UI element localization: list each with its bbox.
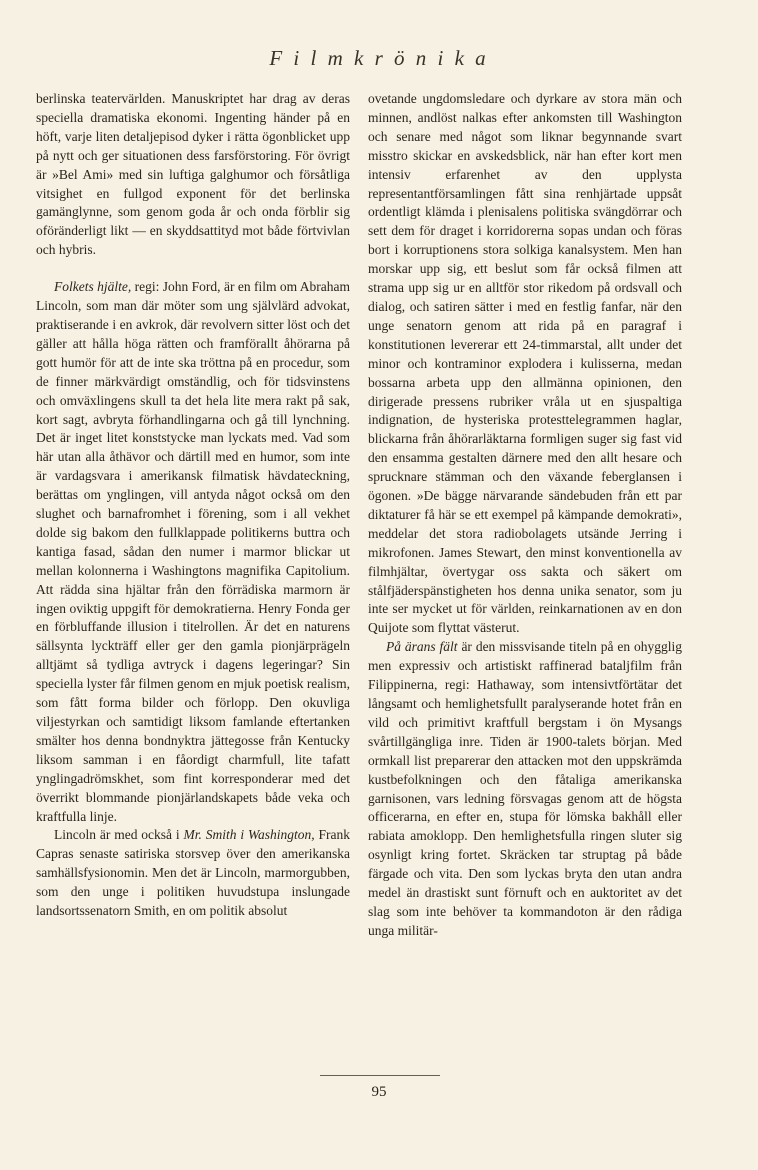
footer-rule (320, 1075, 440, 1076)
paragraph-text: regi: John Ford, är en film om Abraham Lincoln, som man där möter som ung självlärd advokat, praktiserande i en avkrok, där revolvern sitter löst och det gäller att hålla höga rätten och framförallt åhörarna på gott humör för att de inte ska tröttna på en procedur, som de finner märkvärdigt omständlig, och för tidsvinstens och omväxlingens skull ta det hela lite mera rakt på sak, kort sagt, avbryta förhandlingarna och gå till lynchning. Det är inget litet konststycke man lyckats med. Vad som här utan alla åthävor och därtill med en humor, som inte är vardagsvara i amerikansk filmatisk hävdateckning, berättas om ynglingen, vill antyda något också om den slughet och barnafromhet i förening, som i all vekhet dolde sig bakom den fullklappade politikerns buttra och kantiga fasad, sådan den numer i marmor blickar ut mellan kolonnerna i Washingtons magnifika Capitolium. Att rädda sina hjältar från den förrädiska marmorn är ingen oviktig uppgift för demokratierna. Henry Fonda ger en förbluffande illusion i titelrollen. Är det en naturens sällsynta lyckträff eller ger den gamla pionjärprägeln alltjämt så tydliga avtryck i dagens legeringar? Sin speciella lyster får filmen genom en mjuk poetisk realism, som fått forma bilder och förlopp. Den okuvliga viljestyrkan och samtidigt liksom famlande eftertanken smälter hos denna bondnyktra jättegosse från Kentucky liksom samman i en fåordigt charmfull, lite tafatt ynglingadrömskhet, som fint korresponderar med det överrikt blommande pionjärlandskapets både veka och kraftfulla linje. (36, 279, 350, 824)
paragraph: ovetande ungdomsledare och dyrkare av stora män och minnen, andlöst nalkas efter ankomsten till Washington och senare med något som liknar begynnande svart misstro skickar en avskedsblick, när han efter kort men intensiv erfarenhet av den upplysta representantförsamlingen fått sina renhjärtade uppsåt ordentligt klämda i plenisalens politiska svängdörrar och sett dem för draget i korridorerna sopas undan och föras bort i korruptionens stora solkiga kanalsystem. Men han morskar upp sig, ett beslut som får också filmen att strama upp sig ur en alltför stor rikedom på ordsvall och dialog, och satiren sätter i med en festlig fanfar, när den unge senatorn genom att rida på en paragraf i konstitutionen levererar ett 24-timmarstal, allt under det minor och kontraminor exploderа i kulisserna, medan bossarna arbeta upp den allmänna opinionen, den dirigerade pressens rubriker vråla ut en sjuspaltiga indignation, de hysteriska protesttelegrammen haglar, blickarna från åhörarläktarna formligen suger sig fast vid den ensamma gestalten därnere med den allt hesare och sprucknare stämman och den växande feberglansen i ögonen. »De bägge närvarande sändebuden från ett par diktaturer få här se ett exempel på kämpande demokrati», meddelar det stora radiobolagets utsände Jerring i mikrofonen. James Stewart, den minst konventionella av filmhjältar, övertygar oss sakta och säkert om stålfjäderspänstigheten hos denna unika senator, som ju inte ser mycket ut för världen, reinkarnationen av en don Quijote som flyttat västerut. (368, 91, 682, 636)
paragraph (36, 826, 350, 921)
running-header: F i l m k r ö n i k a (269, 46, 489, 70)
paragraph (36, 278, 350, 826)
film-title: Folkets hjälte, (54, 279, 132, 295)
paragraph-text: Frank Capras senaste satiriska storsvep över den amerikanska samhällsfysionomin. Men det är Lincoln, marmorgubben, som den unge i politiken huvudstupa inslungade landsortssenatorn Smith, en om politik absolut (36, 827, 350, 919)
paragraph (368, 638, 682, 941)
right-column (368, 90, 682, 941)
paragraph-text: är den missvisande titeln på en ohygglig men expressiv och artistiskt raffinerad bataljfilm från Filippinerna, regi: Hathaway, som intensivtförtätar det långsamt och hemlighetsfullt paralyserande hotet från en vild och primitivt kraftfull bergstam i ön Mysangs svårtillgängliga inre. Tiden är 1900-talets början. Med ormkall list preparerar den attacken mot den uppskrämda kustbefolkningen och den fåtaliga amerikanska garnisonen, vars ledning försvagas genom att de högsta officerarna, en efter en, stupa för lömska bakhåll eller rabiata amoklopp. Den hemlighetsfulla ringen sluter sig osynligt kring fortet. Skräcken tar struptag på både färgade och vita. Den som lyckas bryta den utan andra medel än drastiskt sunt förnuft och en auktoritet av det slag som inte behöver ta kommandoton är den rådiga unga militär- (368, 639, 682, 938)
film-title: Mr. Smith i Washington, (183, 827, 315, 843)
left-column (36, 90, 350, 921)
film-title: På ärans fält (386, 639, 458, 655)
paragraph: berlinska teatervärlden. Manuskriptet har drag av deras speciella dramatiska ekonomi. Ingenting händer på en höft, varje liten detaljepisod dyker i rätta ögonblicket upp på nytt och ger situationen dess farsförstoring. För övrigt är »Bel Ami» med sin luftiga galghumor och försåtliga vitsighet en fullgod exponent för det berlinska gamänglynne, som genom goda år och onda förblir sig oföränderligt likt — en skyddsattityd mot både förtvivlan och hybris. (36, 91, 350, 258)
page-number: 95 (371, 1084, 387, 1100)
paragraph-text: Lincoln är med också i (54, 827, 184, 843)
